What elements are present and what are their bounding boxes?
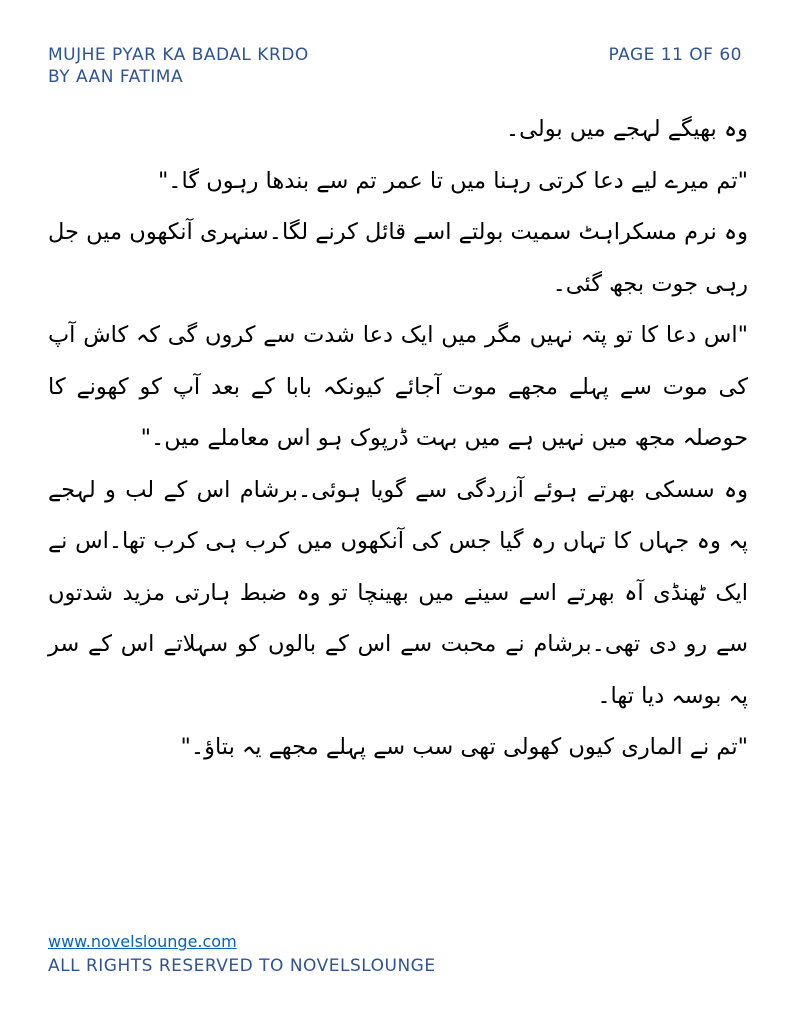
page-number: PAGE 11 OF 60 xyxy=(608,45,742,65)
paragraph-3: وہ نرم مسکراہٹ سمیت بولتے اسے قائل کرنے لگا۔سنہری آنکھوں میں جل رہی جوت بجھ گئی۔ xyxy=(48,219,748,297)
paragraph-5: وہ سسکی بھرتے ہوئے آزردگی سے گویا ہوئی۔برشام اس کے لب و لہجے پہ وہ جہاں کا تہاں رہ گیا جس کی آنکھوں میں کرب ہی کرب تھا۔اس نے ایک ٹھنڈی آہ بھرتے اسے سینے میں بھینچا تو وہ ضبط ہارتی مزید شدتوں سے رو دی تھی۔برشام نے محبت سے اس کے بالوں کو سہلاتے اس کے سر پہ بوسہ دیا تھا۔ xyxy=(48,476,748,709)
paragraph-6: "تم نے الماری کیوں کھولی تھی سب سے پہلے مجھے یہ بتاؤ۔" xyxy=(180,734,748,760)
page-body xyxy=(48,104,748,774)
paragraph-4: "اس دعا کا تو پتہ نہیں مگر میں ایک دعا شدت سے کروں گی کہ کاش آپ کی موت سے پہلے مجھے موت آجائے کیونکہ بابا کے بعد آپ کو کھونے کا حوصلہ مجھ میں نہیں ہے میں بہت ڈرپوک ہو اس معاملے میں۔" xyxy=(48,322,748,451)
website-link[interactable]: www.novelslounge.com xyxy=(48,932,237,951)
author-line: BY AAN FATIMA xyxy=(48,67,184,87)
rights-notice: ALL RIGHTS RESERVED TO NOVELSLOUNGE xyxy=(48,956,436,976)
paragraph-1: وہ بھیگے لہجے میں بولی۔ xyxy=(505,116,748,142)
novel-title: MUJHE PYAR KA BADAL KRDO xyxy=(48,45,309,65)
paragraph-2: "تم میرے لیے دعا کرتی رہنا میں تا عمر تم سے بندھا رہوں گا۔" xyxy=(157,167,748,194)
